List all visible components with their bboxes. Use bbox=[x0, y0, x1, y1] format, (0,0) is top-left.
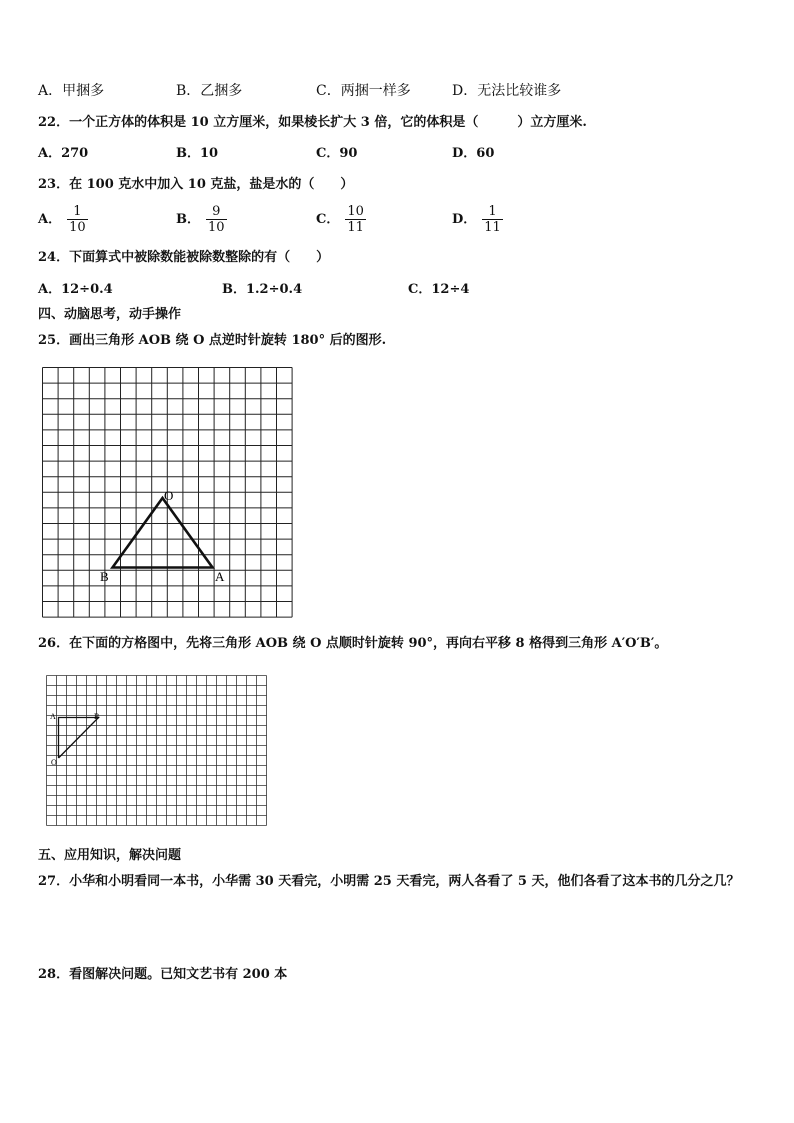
q25-label-a: A bbox=[215, 569, 225, 584]
q21-option-c: C．两捆一样多 bbox=[316, 83, 411, 99]
numerator: 1 bbox=[482, 204, 503, 220]
q22-option-c: C．90 bbox=[316, 146, 358, 161]
denominator: 10 bbox=[208, 220, 225, 235]
q23-option-c-label: C． bbox=[316, 211, 340, 227]
q26-label-b: B bbox=[94, 712, 100, 721]
q22-option-a: A．270 bbox=[38, 146, 89, 161]
q26-grid-figure bbox=[44, 673, 270, 831]
q23-option-a-label: A． bbox=[38, 211, 62, 227]
q26-triangle-aob bbox=[59, 718, 99, 759]
q23-option-d-fraction bbox=[482, 204, 503, 235]
q22-option-b: B．10 bbox=[176, 146, 219, 161]
q23-option-b-fraction bbox=[206, 204, 227, 235]
q22-stem: 22．一个正方体的体积是 10 立方厘米，如果棱长扩大 3 倍，它的体积是（ ）立方厘米. bbox=[38, 115, 587, 130]
q23-option-b bbox=[176, 204, 227, 235]
q26-grid bbox=[47, 676, 267, 826]
q25-label-o: O bbox=[164, 488, 174, 503]
q26-label-o: O bbox=[51, 758, 57, 767]
section-heading-5: 五、应用知识，解决问题 bbox=[38, 848, 182, 863]
q26-label-a: A bbox=[50, 712, 56, 721]
denominator: 10 bbox=[69, 220, 86, 235]
numerator: 10 bbox=[347, 204, 364, 219]
q22-option-d: D．60 bbox=[452, 146, 495, 161]
q23-option-c-fraction bbox=[345, 204, 366, 235]
denominator: 11 bbox=[347, 220, 364, 235]
q24-stem: 24．下面算式中被除数能被除数整除的有（ ） bbox=[38, 250, 330, 265]
denominator: 11 bbox=[484, 220, 501, 235]
q23-option-b-label: B． bbox=[176, 211, 200, 227]
q23-option-c bbox=[316, 204, 366, 235]
numerator: 1 bbox=[67, 204, 88, 220]
numerator: 9 bbox=[206, 204, 227, 220]
q25-stem: 25．画出三角形 AOB 绕 O 点逆时针旋转 180° 后的图形. bbox=[38, 333, 387, 348]
q21-option-d: D．无法比较谁多 bbox=[452, 83, 562, 99]
q21-option-a: A．甲捆多 bbox=[38, 83, 105, 99]
section-heading-4: 四、动脑思考，动手操作 bbox=[38, 307, 182, 322]
q24-option-c: C．12÷4 bbox=[408, 282, 470, 297]
q26-stem: 26．在下面的方格图中，先将三角形 AOB 绕 O 点顺时针旋转 90°，再向右平移 8 格得到三角形 A′O′B′。 bbox=[38, 636, 668, 651]
q23-option-d bbox=[452, 204, 503, 235]
q23-stem: 23．在 100 克水中加入 10 克盐，盐是水的（ ） bbox=[38, 177, 354, 192]
q25-label-b: B bbox=[100, 569, 109, 584]
q27-stem: 27．小华和小明看同一本书，小华需 30 天看完，小明需 25 天看完，两人各看了 5 天，他们各看了这本书的几分之几？ bbox=[38, 874, 740, 889]
q24-option-a: A．12÷0.4 bbox=[38, 282, 113, 297]
q28-stem: 28．看图解决问题。已知文艺书有 200 本 bbox=[38, 967, 288, 982]
q23-option-a-fraction bbox=[67, 204, 88, 235]
q23-option-d-label: D． bbox=[452, 211, 477, 227]
q25-grid-figure bbox=[40, 365, 300, 621]
q21-option-b: B．乙捆多 bbox=[176, 83, 243, 99]
q24-option-b: B．1.2÷0.4 bbox=[222, 282, 303, 297]
q23-option-a bbox=[38, 204, 88, 235]
q25-triangle-aob bbox=[113, 498, 213, 568]
